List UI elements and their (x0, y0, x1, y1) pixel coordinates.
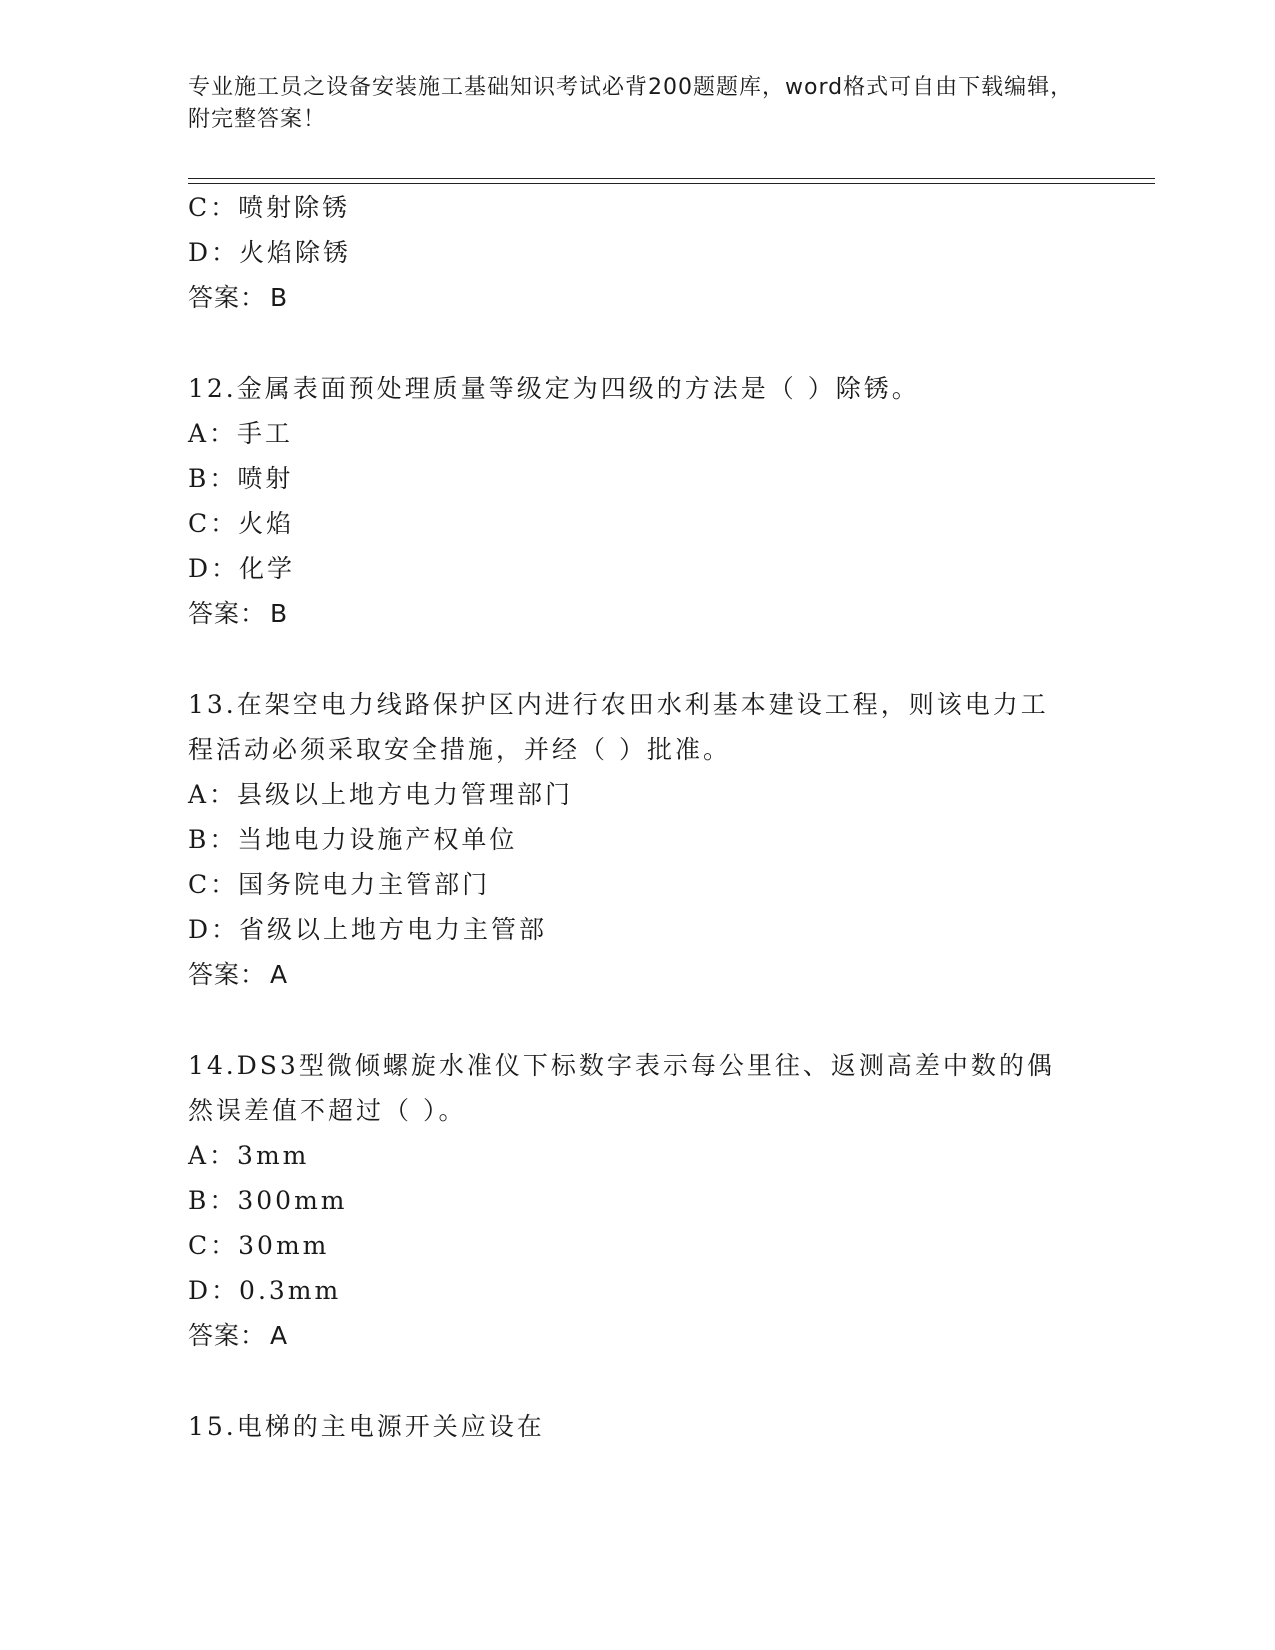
question-14-line-1: 14.DS3型微倾螺旋水准仪下标数字表示每公里往、返测高差中数的偶 (188, 1051, 1055, 1080)
option-c: C：30mm (188, 1231, 330, 1260)
option-b: B：300mm (188, 1186, 348, 1215)
option-d: D：0.3mm (188, 1276, 342, 1305)
option-c: C：国务院电力主管部门 (188, 870, 491, 899)
answer-value: A (270, 1321, 289, 1350)
option-b: B：当地电力设施产权单位 (188, 825, 518, 854)
question-15: 15.电梯的主电源开关应设在 (188, 1412, 545, 1441)
option-a: A：手工 (188, 419, 294, 448)
answer-label: 答案： (188, 960, 267, 989)
question-14-line-2: 然误差值不超过（ ）。 (188, 1096, 467, 1125)
answer (188, 599, 288, 629)
option-c: C：火焰 (188, 509, 295, 538)
answer-value: B (270, 283, 289, 312)
answer (188, 960, 288, 990)
option-d: D：火焰除锈 (188, 238, 352, 267)
question-13-line-1: 13.在架空电力线路保护区内进行农田水利基本建设工程，则该电力工 (188, 690, 1049, 719)
answer (188, 283, 288, 313)
option-b: B：喷射 (188, 464, 294, 493)
question-13-line-2: 程活动必须采取安全措施，并经（ ）批准。 (188, 735, 731, 764)
answer-label: 答案： (188, 1321, 267, 1350)
option-d: D：化学 (188, 554, 296, 583)
answer-value: A (270, 960, 289, 989)
option-a: A：3mm (188, 1141, 310, 1170)
header-divider-top (188, 178, 1155, 179)
answer-label: 答案： (188, 599, 267, 628)
option-d: D：省级以上地方电力主管部 (188, 915, 548, 944)
answer (188, 1321, 288, 1351)
option-c: C：喷射除锈 (188, 193, 351, 222)
answer-label: 答案： (188, 283, 267, 312)
header-divider-bottom (188, 183, 1155, 184)
answer-value: B (270, 599, 289, 628)
question-12: 12.金属表面预处理质量等级定为四级的方法是（ ）除锈。 (188, 374, 920, 403)
option-a: A：县级以上地方电力管理部门 (188, 780, 574, 809)
document-header: 专业施工员之设备安装施工基础知识考试必背200题题库，word格式可自由下载编辑，附完整答案！ (188, 75, 1074, 132)
